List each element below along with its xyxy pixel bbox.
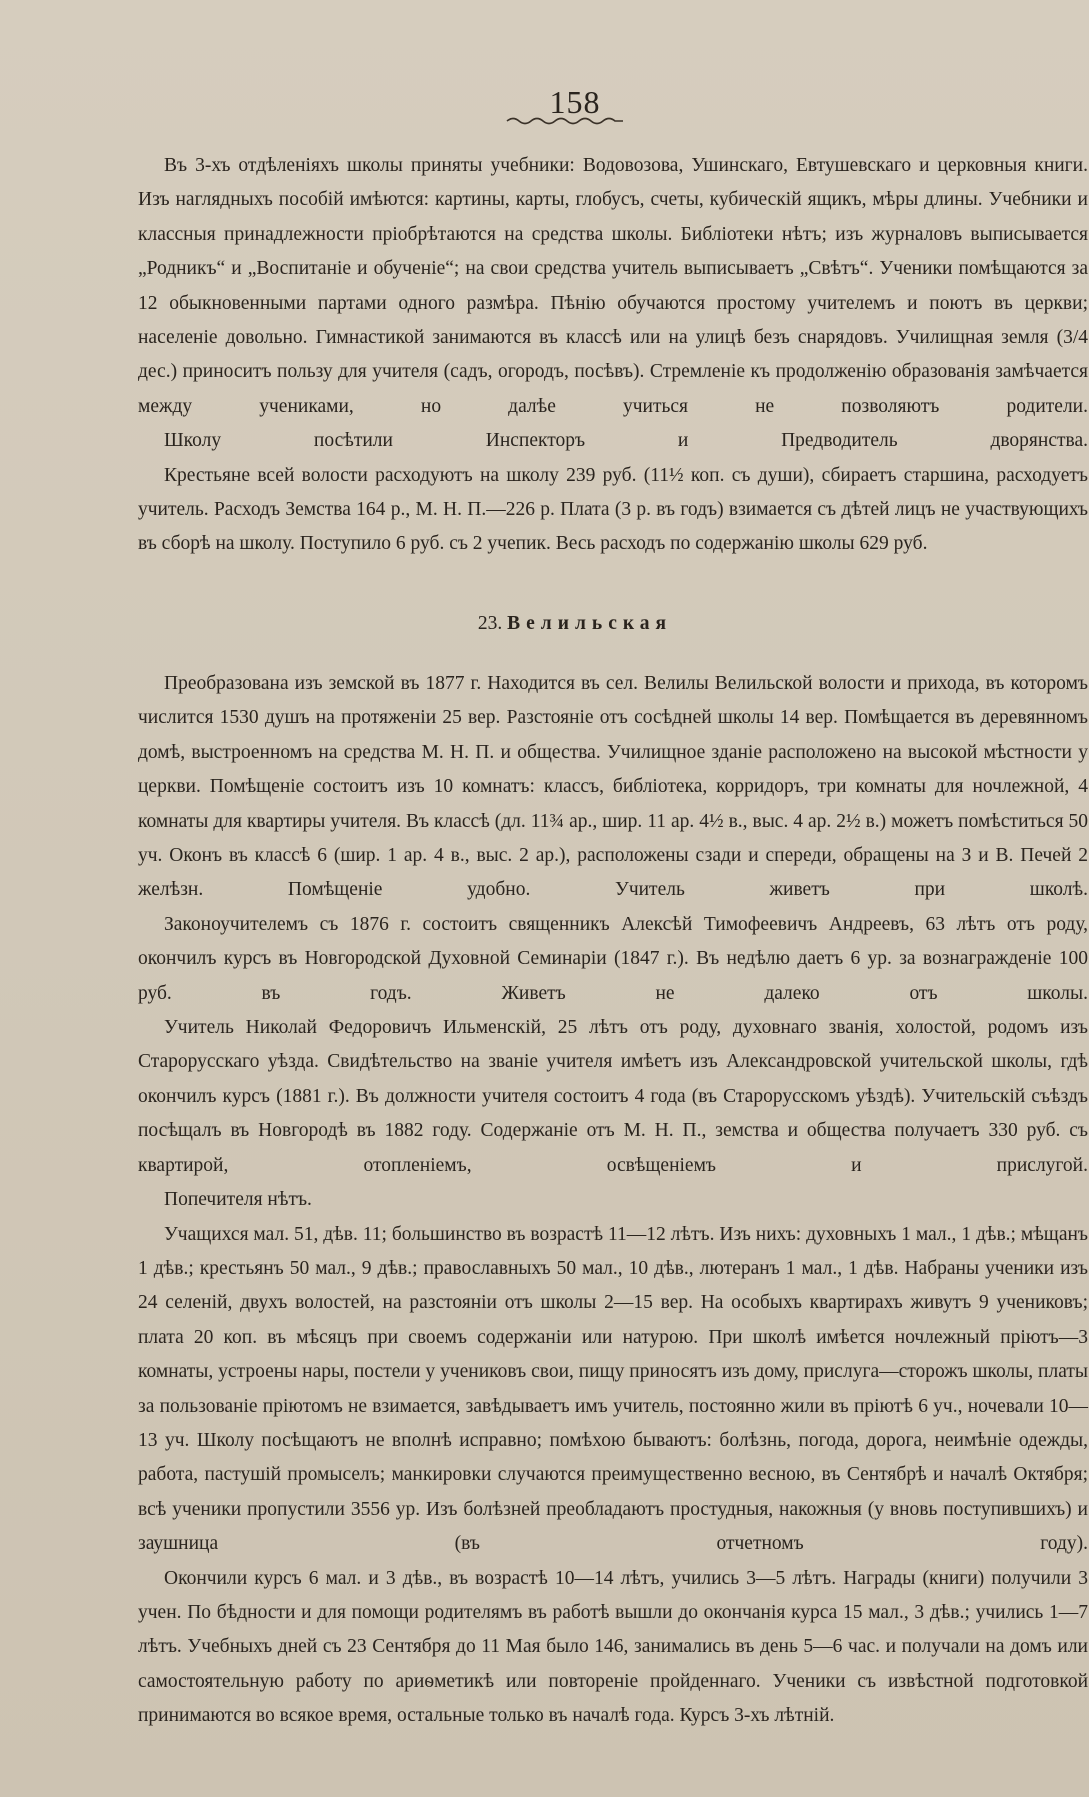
paragraph-building: Преобразована изъ земской въ 1877 г. Находится въ сел. Велилы Велильской волости и прихода, въ которомъ числится 1530 душъ на протяженіи 25 вер. Разстояніе отъ сосѣдней школы 14 вер. Помѣщается въ деревянномъ домѣ, выстроенномъ на средства М. Н. П. и общества. Училищное зданіе расположено на высокой мѣстности у церкви. Помѣщеніе состоитъ изъ 10 комнатъ: классъ, библіотека, корридоръ, три комнаты для ночлежной, 4 комнаты для квартиры учителя. Въ классѣ (дл. 11¾ ар., шир. 11 ар. 4½ в., выс. 4 ар. 2½ в.) можетъ помѣститься 50 уч. Оконъ въ классѣ 6 (шир. 1 ар. 4 в., выс. 2 ар.), расположены сзади и спереди, обращены на З и В. Печей 2 желѣзн. Помѣщеніе удобно. Учитель живетъ при школѣ. — [138, 673, 1088, 901]
paragraph-pupils: Учащихся мал. 51, дѣв. 11; большинство въ возрастѣ 11—12 лѣтъ. Изъ нихъ: духовныхъ 1 мал., 1 дѣв.; мѣщанъ 1 дѣв.; крестьянъ 50 мал., 9 дѣв.; православныхъ 50 мал., 10 дѣв., лютеранъ 1 мал., 1 дѣв. Набраны ученики изъ 24 селеній, двухъ волостей, на разстояніи отъ школы 2—15 вер. На особыхъ квартирахъ живутъ 9 учениковъ; плата 20 коп. въ мѣсяцъ при своемъ содержаніи или натурою. При школѣ имѣется ночлежный пріютъ—3 комнаты, устроены нары, постели у учениковъ свои, пищу приносятъ изъ дому, прислуга—сторожъ школы, платы за пользованіе пріютомъ не взимается, завѣдываетъ имъ учитель, постоянно жили въ пріютѣ 6 уч., ночевали 10—13 уч. Школу посѣщаютъ не вполнѣ исправно; помѣхою бываютъ: болѣзнь, погода, дорога, неимѣніе одежды, работа, пастушій промыселъ; манкировки случаются преимущественно весною, въ Сентябрѣ и началѣ Октября; всѣ ученики пропустили 3556 ур. Изъ болѣзней преобладаютъ простудныя, накожныя (у вновь поступившихъ) и заушница (въ отчетномъ году). — [138, 1223, 1088, 1555]
section-text — [138, 667, 1088, 1734]
paragraph-trustee: Попечителя нѣтъ. — [164, 1189, 312, 1211]
paragraph-religion-teacher: Законоучителемъ съ 1876 г. состоитъ священникъ Алексѣй Тимофеевичъ Андреевъ, 63 лѣтъ отъ роду, окончилъ курсъ въ Новгородской Духовной Семинаріи (1847 г.). Въ недѣлю даетъ 6 ур. за вознагражденіе 100 руб. въ годъ. Живетъ не далеко отъ школы. — [138, 913, 1088, 1004]
section-title: Велильская — [507, 613, 673, 634]
page-number: 158 — [549, 84, 601, 120]
paragraph-graduates: Окончили курсъ 6 мал. и 3 дѣв., въ возрастѣ 10—14 лѣтъ, учились 3—5 лѣтъ. Награды (книги) получили 3 учен. По бѣдности и для помощи родителямъ въ работѣ вышли до окончанія курса 15 мал., 3 дѣв.; учились 1—7 лѣтъ. Учебныхъ дней съ 23 Сентября до 11 Мая было 146, занимались въ день 5—6 час. и получали на домъ или самостоятельную работу по ариѳметикѣ или повтореніе пройденнаго. Ученики съ извѣстной подготовкой принимаются во всякое время, остальные только въ началѣ года. Курсъ 3-хъ лѣтній. — [138, 1567, 1088, 1727]
paragraph-expenses: Крестьяне всей волости расходуютъ на школу 239 руб. (11½ коп. съ души), сбираетъ старшина, расходуетъ учитель. Расходъ Земства 164 р., М. Н. П.—226 р. Плата (3 р. въ годъ) взимается съ дѣтей лицъ не участвующихъ въ сборѣ на школу. Поступило 6 руб. съ 2 учепик. Весь расходъ по содержанію школы 629 руб. — [138, 464, 1088, 555]
ornament-divider — [505, 113, 625, 127]
section-number: 23. — [477, 613, 503, 634]
paragraph-visitors: Школу посѣтили Инспекторъ и Предводитель дворянства. — [164, 430, 1088, 452]
section-heading — [0, 607, 1089, 641]
intro-text — [138, 149, 1088, 562]
paragraph-textbooks: Въ 3-хъ отдѣленіяхъ школы приняты учебники: Водовозова, Ушинскаго, Евтушевскаго и церковныя книги. Изъ наглядныхъ пособій имѣются: картины, карты, глобусъ, счеты, кубическій ящикъ, мѣры длины. Учебники и классныя принадлежности пріобрѣтаются на средства школы. Библіотеки нѣтъ; изъ журналовъ выписывается „Родникъ“ и „Воспитаніе и обученіе“; на свои средства учитель выписываетъ „Свѣтъ“. Ученики помѣщаются за 12 обыкновенными партами одного размѣра. Пѣнію обучаются простому учителемъ и поютъ въ церкви; населеніе довольно. Гимнастикой занимаются въ классѣ или на улицѣ безъ снарядовъ. Училищная земля (3/4 дес.) приноситъ пользу для учителя (садъ, огородъ, посѣвъ). Стремленіе къ продолженію образованія замѣчается между учениками, но далѣе учиться не позволяютъ родители. — [138, 155, 1088, 417]
paragraph-teacher: Учитель Николай Федоровичъ Ильменскій, 25 лѣтъ отъ роду, духовнаго званія, холостой, родомъ изъ Старорусскаго уѣзда. Свидѣтельство на званіе учителя имѣетъ изъ Александровской учительской школы, гдѣ окончилъ курсъ (1881 г.). Въ должности учителя состоитъ 4 года (въ Старорусскомъ уѣздѣ). Учительскій съѣздъ посѣщалъ въ Новгородѣ въ 1882 году. Содержаніе отъ М. Н. П., земства и общества получаетъ 330 руб. съ квартирой, отопленіемъ, освѣщеніемъ и прислугой. — [138, 1017, 1088, 1176]
